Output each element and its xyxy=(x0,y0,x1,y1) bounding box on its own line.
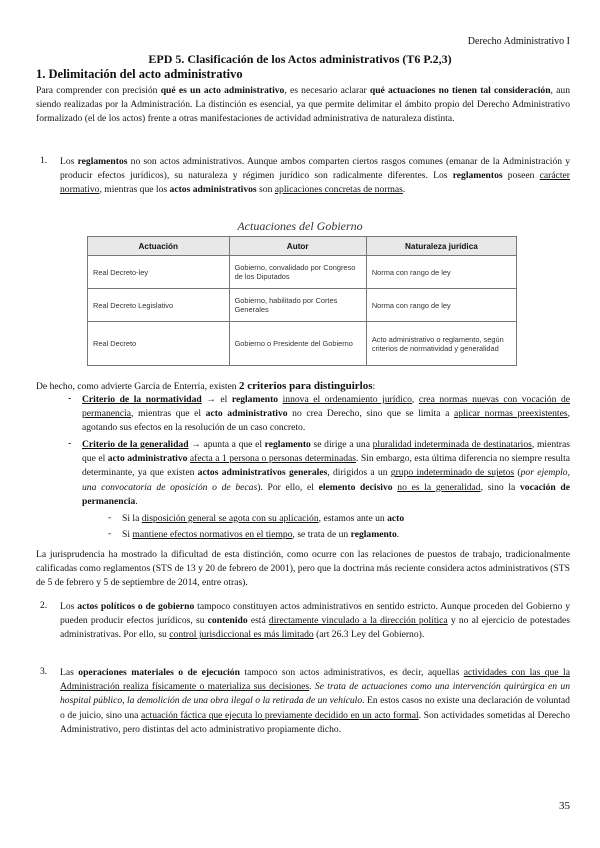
list-number: 3. xyxy=(40,666,48,677)
sub-bullet-marker: - xyxy=(108,512,112,523)
column-header: Naturaleza jurídica xyxy=(366,237,516,256)
actuaciones-table xyxy=(87,236,517,366)
column-header: Actuación xyxy=(88,237,230,256)
section-heading: 1. Delimitación del acto administrativo xyxy=(36,67,243,81)
criterion-generalidad: Criterio de la generalidad → apunta a que el reglamento se dirige a una pluralidad indeterminada de destinatarios, mientras que el acto administrativo afecta a 1 persona o personas determinadas. Sin embargo, esta última diferencia no siempre resulta determinante, ya que existen actos administrativos generales, dirigidos a un grupo indeterminado de sujetos (por ejemplo, una convocatoria de oposición o de becas). Por ello, el elemento decisivo no es la generalidad, sino la vocación de permanencia. xyxy=(82,439,570,507)
table-caption: Actuaciones del Gobierno xyxy=(237,219,363,233)
item2-paragraph: Los actos políticos o de gobierno tampoco constituyen actos administrativos en sentido estricto. Aunque proceden del Gobierno y pueden producir efectos jurídicos, su contenido está directamente vinculado a la dirección política y no al ejercicio de potestades administrativas. Por ello, su control jurisdiccional es más limitado (art 26.3 Ley del Gobierno). xyxy=(60,601,570,641)
bullet-marker: - xyxy=(68,393,72,404)
table-cell: Norma con rango de ley xyxy=(366,289,516,322)
bullet-marker: - xyxy=(68,438,72,449)
running-header: Derecho Administrativo I xyxy=(467,36,570,47)
table-cell: Real Decreto Legislativo xyxy=(88,289,230,322)
jurisprudence-paragraph: La jurisprudencia ha mostrado la dificultad de esta distinción, como ocurre con las relaciones de puestos de trabajo, tradicionalmente calificadas como reglamentos (STS de 13 y 20 de febrero de 2001), pero que la doctrina más reciente considera actos administrativos (STS de 5 de febrero y 5 de septiembre de 2014, entre otras). xyxy=(36,549,570,589)
list-number: 2. xyxy=(40,600,48,611)
column-header: Autor xyxy=(229,237,366,256)
table-row xyxy=(88,322,517,366)
table-row xyxy=(88,256,517,289)
table-cell: Gobierno o Presidente del Gobierno xyxy=(229,322,366,366)
criteria-intro: De hecho, como advierte García de Enterría, existen 2 criterios para distinguirlos: xyxy=(36,380,376,392)
sub-criterion-acto: Si la disposición general se agota con su aplicación, estamos ante un acto xyxy=(122,513,405,524)
table-header-row xyxy=(88,237,517,256)
page-title: EPD 5. Clasificación de los Actos administrativos (T6 P.2,3) xyxy=(148,52,452,66)
page-number: 35 xyxy=(559,800,570,812)
table-cell: Norma con rango de ley xyxy=(366,256,516,289)
table-cell: Gobierno, convalidado por Congreso de los Diputados xyxy=(229,256,366,289)
sub-bullet-marker: - xyxy=(108,528,112,539)
table-cell: Real Decreto-ley xyxy=(88,256,230,289)
table-cell: Acto administrativo o reglamento, según criterios de normatividad y generalidad xyxy=(366,322,516,366)
table-cell: Real Decreto xyxy=(88,322,230,366)
item3-paragraph: Las operaciones materiales o de ejecución tampoco son actos administrativos, es decir, aquellas actividades con las que la Administración realiza físicamente o materializa sus decisiones. Se trata de actuaciones como una intervención quirúrgica en un hospital público, la demolición de una obra ilegal o la retirada de un vehículo. En estos casos no existe una declaración de voluntad o de juicio, sino una actuación fáctica que ejecuta lo previamente decidido en un acto formal. Son actividades sometidas al Derecho Administrativo, pero distintas del acto administrativo propiamente dicho. xyxy=(60,667,571,735)
list-number: 1. xyxy=(40,155,48,166)
table-row xyxy=(88,289,517,322)
intro-paragraph: Para comprender con precisión qué es un acto administrativo, es necesario aclarar qué actuaciones no tienen tal consideración, aun siendo realizadas por la Administración. La distinción es esencial, ya que permite delimitar el ámbito propio del Derecho Administrativo formalizado (el de los actos) frente a otras manifestaciones de actividad administrativa de naturaleza distinta. xyxy=(36,85,570,125)
item1-paragraph: Los reglamentos no son actos administrativos. Aunque ambos comparten ciertos rasgos comunes (emanar de la Administración y producir efectos jurídicos), su naturaleza y régimen jurídico son radicalmente diferentes. Los reglamentos poseen carácter normativo, mientras que los actos administrativos son aplicaciones concretas de normas. xyxy=(60,156,571,196)
sub-criterion-reglamento: Si mantiene efectos normativos en el tiempo, se trata de un reglamento. xyxy=(122,529,400,540)
criterion-normatividad: Criterio de la normatividad → el reglamento innova el ordenamiento jurídico, crea normas nuevas con vocación de permanencia, mientras que el acto administrativo no crea Derecho, sino que se limita a aplicar normas preexistentes, agotando sus efectos en la resolución de un caso concreto. xyxy=(82,394,570,434)
table-cell: Gobierno, habilitado por Cortes Generales xyxy=(229,289,366,322)
